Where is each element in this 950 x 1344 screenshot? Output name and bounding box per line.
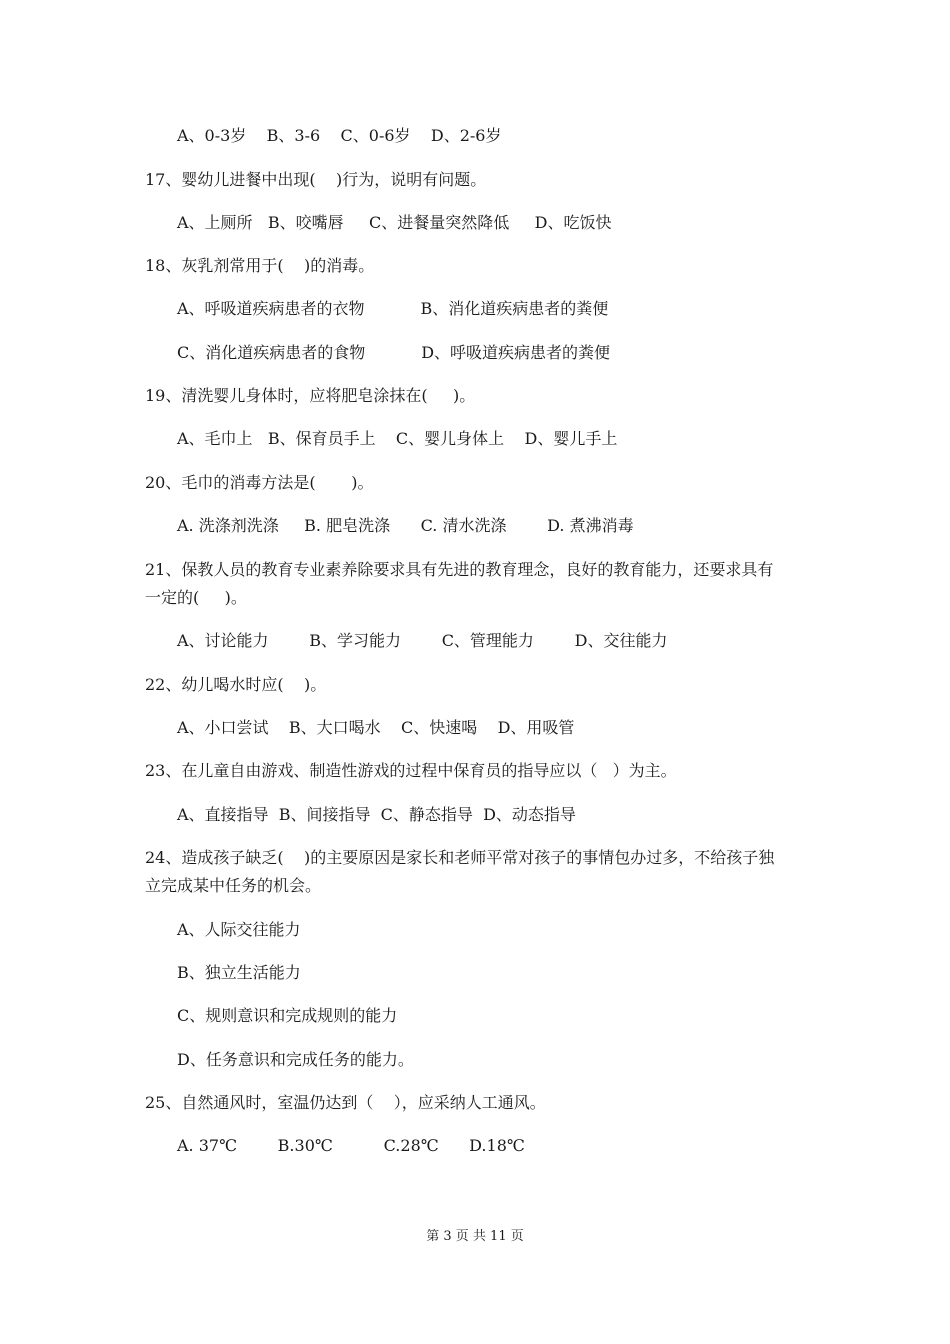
q19-question: 19、清洗婴儿身体时，应将肥皂涂抹在( )。 xyxy=(145,386,476,405)
q24-question-line1: 24、造成孩子缺乏( )的主要原因是家长和老师平常对孩子的事情包办过多，不给孩子独 xyxy=(145,848,775,867)
q21-question-line1: 21、保教人员的教育专业素养除要求具有先进的教育理念，良好的教育能力，还要求具有 xyxy=(145,560,774,579)
q23-options: A、直接指导 B、间接指导 C、静态指导 D、动态指导 xyxy=(177,805,576,824)
q20-options: A. 洗涤剂洗涤 B. 肥皂洗涤 C. 清水洗涤 D. 煮沸消毒 xyxy=(177,516,634,535)
q25-question: 25、自然通风时，室温仍达到（ ），应采纳人工通风。 xyxy=(145,1093,546,1112)
q21-options: A、讨论能力 B、学习能力 C、管理能力 D、交往能力 xyxy=(177,631,668,650)
q18-options-cd: C、消化道疾病患者的食物 D、呼吸道疾病患者的粪便 xyxy=(177,343,611,362)
page-number-footer: 第 3 页 共 11 页 xyxy=(426,1229,524,1244)
q18-question: 18、灰乳剂常用于( )的消毒。 xyxy=(145,256,375,275)
q21-question-line2: 一定的( )。 xyxy=(145,588,247,607)
q24-question-line2: 立完成某中任务的机会。 xyxy=(145,876,322,895)
q24-option-d: D、任务意识和完成任务的能力。 xyxy=(177,1050,414,1069)
q23-question: 23、在儿童自由游戏、制造性游戏的过程中保育员的指导应以（ ）为主。 xyxy=(145,761,677,780)
q24-option-c: C、规则意识和完成规则的能力 xyxy=(177,1006,398,1025)
q22-options: A、小口尝试 B、大口喝水 C、快速喝 D、用吸管 xyxy=(177,718,575,737)
q16-options: A、0-3岁 B、3-6 C、0-6岁 D、2-6岁 xyxy=(177,126,502,145)
q24-option-a: A、人际交往能力 xyxy=(177,920,301,939)
q18-options-ab: A、呼吸道疾病患者的衣物 B、消化道疾病患者的粪便 xyxy=(177,299,609,318)
q20-question: 20、毛巾的消毒方法是( )。 xyxy=(145,473,374,492)
q25-options: A. 37℃ B.30℃ C.28℃ D.18℃ xyxy=(177,1136,525,1155)
q22-question: 22、幼儿喝水时应( )。 xyxy=(145,675,327,694)
q17-question: 17、婴幼儿进餐中出现( )行为，说明有问题。 xyxy=(145,170,487,189)
q17-options: A、上厕所 B、咬嘴唇 C、进餐量突然降低 D、吃饭快 xyxy=(177,213,612,232)
q19-options: A、毛巾上 B、保育员手上 C、婴儿身体上 D、婴儿手上 xyxy=(177,429,618,448)
q24-option-b: B、独立生活能力 xyxy=(177,963,301,982)
